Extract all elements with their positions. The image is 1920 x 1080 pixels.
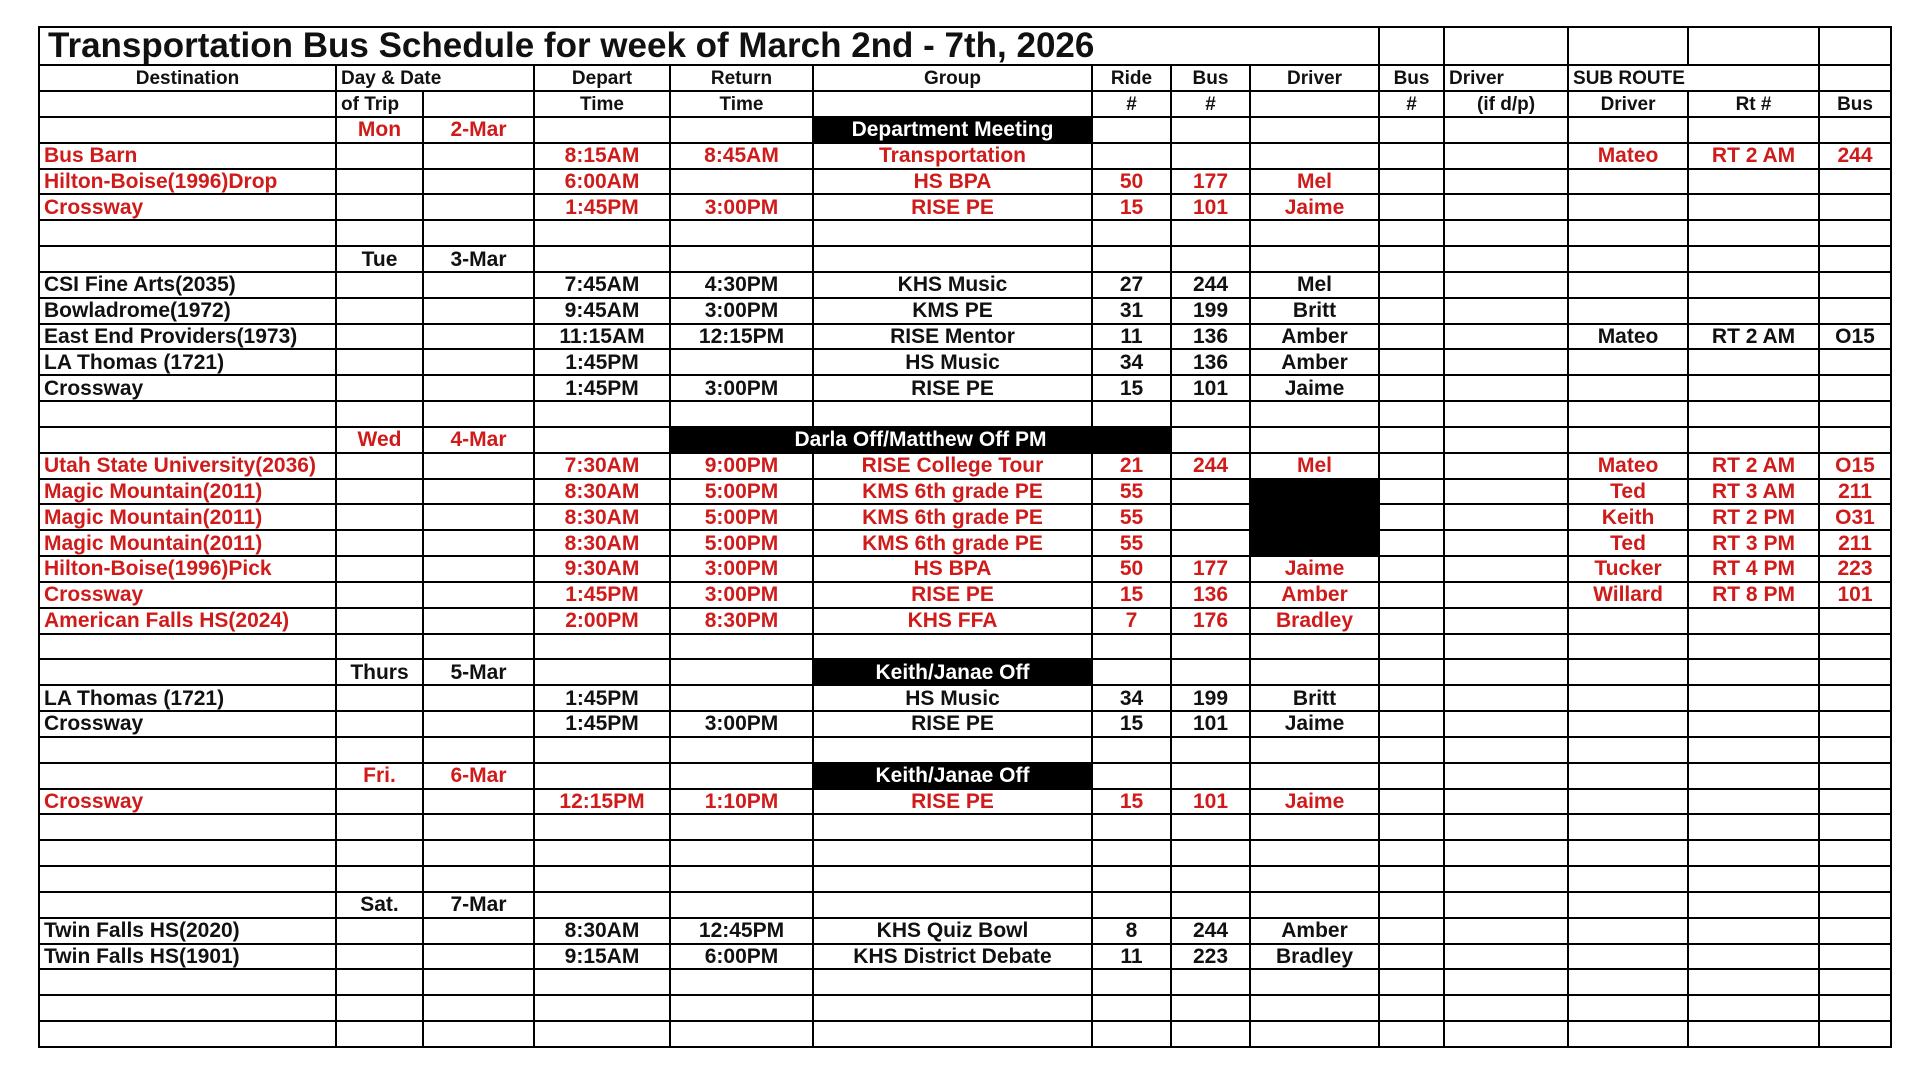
sub-route-driver [1568, 375, 1688, 401]
trip-bus-number: 177 [1171, 169, 1250, 195]
trip-ride-count: 55 [1092, 504, 1171, 530]
trip-ride-count: 50 [1092, 169, 1171, 195]
day-banner: Department Meeting [813, 117, 1092, 143]
trip-group: HS BPA [813, 556, 1092, 582]
trip-destination: LA Thomas (1721) [39, 685, 336, 711]
trip-bus-number: 101 [1171, 711, 1250, 737]
trip-ride-count: 55 [1092, 479, 1171, 505]
trip-return-time [670, 169, 813, 195]
sub-route-driver [1568, 789, 1688, 815]
sub-route-bus [1819, 272, 1891, 298]
trip-depart-time: 11:15AM [534, 324, 670, 350]
header-day-date: Day & Date [336, 65, 534, 91]
trip-row [39, 143, 1891, 169]
trip-group: RISE PE [813, 582, 1092, 608]
header-return: Return [670, 65, 813, 91]
trip-depart-time: 8:30AM [534, 504, 670, 530]
trip-group: KMS 6th grade PE [813, 479, 1092, 505]
trip-destination: Crossway [39, 789, 336, 815]
sub-route-bus [1819, 169, 1891, 195]
sub-route-bus: O31 [1819, 504, 1891, 530]
trip-row [39, 194, 1891, 220]
trip-row [39, 944, 1891, 970]
sub-route-rt: RT 8 PM [1688, 582, 1819, 608]
trip-return-time: 8:30PM [670, 608, 813, 634]
trip-ride-count: 31 [1092, 298, 1171, 324]
sub-route-rt [1688, 349, 1819, 375]
header-driver: Driver [1250, 65, 1379, 91]
sub-route-bus: 211 [1819, 479, 1891, 505]
trip-destination: Magic Mountain(2011) [39, 530, 336, 556]
day-label: Fri. [336, 763, 423, 789]
trip-driver: Bradley [1250, 608, 1379, 634]
trip-destination: Magic Mountain(2011) [39, 479, 336, 505]
spacer-row [39, 995, 1891, 1021]
trip-return-time: 5:00PM [670, 530, 813, 556]
trip-row [39, 298, 1891, 324]
trip-group: RISE PE [813, 711, 1092, 737]
trip-group: RISE Mentor [813, 324, 1092, 350]
trip-bus-number: 244 [1171, 272, 1250, 298]
day-label: Tue [336, 246, 423, 272]
trip-return-time: 12:45PM [670, 918, 813, 944]
trip-return-time: 3:00PM [670, 375, 813, 401]
trip-return-time [670, 349, 813, 375]
trip-depart-time: 9:45AM [534, 298, 670, 324]
trip-bus-number [1171, 530, 1250, 556]
sub-route-rt: RT 2 AM [1688, 143, 1819, 169]
header-of-trip: of Trip [336, 91, 423, 117]
trip-bus-number: 223 [1171, 944, 1250, 970]
day-label: Thurs [336, 659, 423, 685]
date-label: 5-Mar [423, 659, 534, 685]
trip-destination: Crossway [39, 582, 336, 608]
trip-ride-count: 15 [1092, 582, 1171, 608]
sub-route-bus: 244 [1819, 143, 1891, 169]
trip-group: KMS PE [813, 298, 1092, 324]
sub-route-rt [1688, 789, 1819, 815]
sub-route-driver [1568, 711, 1688, 737]
sub-route-driver [1568, 349, 1688, 375]
header-sub-bus: Bus [1819, 91, 1891, 117]
trip-bus-number: 244 [1171, 918, 1250, 944]
spacer-row [39, 866, 1891, 892]
trip-depart-time: 9:15AM [534, 944, 670, 970]
trip-driver: Amber [1250, 582, 1379, 608]
spacer-row [39, 220, 1891, 246]
trip-row [39, 711, 1891, 737]
trip-driver: Amber [1250, 918, 1379, 944]
trip-depart-time: 1:45PM [534, 375, 670, 401]
bus-schedule-table [38, 26, 1892, 1048]
sub-route-driver: Tucker [1568, 556, 1688, 582]
day-header-row [39, 246, 1891, 272]
trip-depart-time: 6:00AM [534, 169, 670, 195]
trip-driver: Mel [1250, 272, 1379, 298]
trip-bus-number: 101 [1171, 375, 1250, 401]
trip-destination: Crossway [39, 711, 336, 737]
header-dp-bus: Bus [1379, 65, 1444, 91]
trip-group: KMS 6th grade PE [813, 530, 1092, 556]
trip-ride-count: 15 [1092, 194, 1171, 220]
date-label: 6-Mar [423, 763, 534, 789]
day-banner: Darla Off/Matthew Off PM [670, 427, 1171, 453]
trip-return-time [670, 685, 813, 711]
trip-destination: Hilton-Boise(1996)Drop [39, 169, 336, 195]
trip-ride-count: 15 [1092, 375, 1171, 401]
sub-route-bus: O15 [1819, 324, 1891, 350]
trip-group: KHS Quiz Bowl [813, 918, 1092, 944]
trip-driver: Jaime [1250, 375, 1379, 401]
spacer-row [39, 634, 1891, 660]
day-banner: Keith/Janae Off [813, 659, 1092, 685]
trip-return-time: 9:00PM [670, 453, 813, 479]
trip-group: RISE PE [813, 789, 1092, 815]
trip-bus-number: 101 [1171, 789, 1250, 815]
sub-route-driver: Mateo [1568, 143, 1688, 169]
trip-destination: Crossway [39, 194, 336, 220]
trip-bus-number [1171, 143, 1250, 169]
trip-driver [1250, 143, 1379, 169]
sub-route-bus: 211 [1819, 530, 1891, 556]
trip-depart-time: 7:30AM [534, 453, 670, 479]
day-header-row [39, 892, 1891, 918]
trip-row [39, 685, 1891, 711]
trip-driver: Britt [1250, 298, 1379, 324]
trip-depart-time: 1:45PM [534, 711, 670, 737]
schedule-title: Transportation Bus Schedule for week of March 2nd - 7th, 2026 [39, 27, 1379, 65]
trip-bus-number [1171, 479, 1250, 505]
trip-destination: American Falls HS(2024) [39, 608, 336, 634]
trip-driver: Jaime [1250, 556, 1379, 582]
sub-route-rt [1688, 169, 1819, 195]
trip-destination: Twin Falls HS(2020) [39, 918, 336, 944]
sub-route-bus [1819, 608, 1891, 634]
sub-route-driver: Mateo [1568, 453, 1688, 479]
trip-return-time: 3:00PM [670, 711, 813, 737]
trip-group: KMS 6th grade PE [813, 504, 1092, 530]
sub-route-rt [1688, 194, 1819, 220]
trip-destination: CSI Fine Arts(2035) [39, 272, 336, 298]
trip-driver [1250, 479, 1379, 505]
sub-route-bus [1819, 375, 1891, 401]
trip-return-time: 3:00PM [670, 194, 813, 220]
trip-bus-number: 176 [1171, 608, 1250, 634]
trip-bus-number: 199 [1171, 685, 1250, 711]
sub-route-rt [1688, 711, 1819, 737]
trip-depart-time: 12:15PM [534, 789, 670, 815]
trip-group: KHS FFA [813, 608, 1092, 634]
trip-driver: Mel [1250, 169, 1379, 195]
trip-return-time: 8:45AM [670, 143, 813, 169]
trip-bus-number [1171, 504, 1250, 530]
sub-route-rt: RT 2 PM [1688, 504, 1819, 530]
spacer-row [39, 814, 1891, 840]
trip-driver [1250, 530, 1379, 556]
trip-row [39, 918, 1891, 944]
header-row-2 [39, 91, 1891, 117]
header-row-1 [39, 65, 1891, 91]
sub-route-driver [1568, 944, 1688, 970]
header-sub-rt: Rt # [1688, 91, 1819, 117]
sub-route-rt [1688, 944, 1819, 970]
date-label: 3-Mar [423, 246, 534, 272]
trip-ride-count: 11 [1092, 324, 1171, 350]
trip-depart-time: 8:30AM [534, 530, 670, 556]
trip-destination: Bowladrome(1972) [39, 298, 336, 324]
sub-route-rt [1688, 918, 1819, 944]
sub-route-bus [1819, 194, 1891, 220]
trip-return-time: 4:30PM [670, 272, 813, 298]
day-header-row [39, 117, 1891, 143]
sub-route-bus [1819, 944, 1891, 970]
trip-driver: Jaime [1250, 711, 1379, 737]
trip-group: KHS Music [813, 272, 1092, 298]
day-header-row [39, 427, 1891, 453]
trip-return-time: 3:00PM [670, 298, 813, 324]
header-destination: Destination [39, 65, 336, 91]
sub-route-driver: Keith [1568, 504, 1688, 530]
title-row [39, 27, 1891, 65]
sub-route-rt: RT 3 AM [1688, 479, 1819, 505]
trip-destination: Bus Barn [39, 143, 336, 169]
sub-route-rt: RT 2 AM [1688, 453, 1819, 479]
trip-ride-count: 34 [1092, 685, 1171, 711]
header-dp-bus-number: # [1379, 91, 1444, 117]
day-header-row [39, 763, 1891, 789]
trip-driver: Jaime [1250, 194, 1379, 220]
spacer-row [39, 1021, 1891, 1047]
trip-bus-number: 244 [1171, 453, 1250, 479]
sub-route-bus [1819, 685, 1891, 711]
sub-route-bus: 223 [1819, 556, 1891, 582]
trip-depart-time: 9:30AM [534, 556, 670, 582]
trip-depart-time: 1:45PM [534, 194, 670, 220]
sub-route-driver [1568, 272, 1688, 298]
header-bus: Bus [1171, 65, 1250, 91]
trip-return-time: 1:10PM [670, 789, 813, 815]
header-ride-number: # [1092, 91, 1171, 117]
spacer-row [39, 969, 1891, 995]
trip-destination: Twin Falls HS(1901) [39, 944, 336, 970]
trip-destination: Crossway [39, 375, 336, 401]
trip-row [39, 582, 1891, 608]
trip-ride-count: 7 [1092, 608, 1171, 634]
sub-route-bus: O15 [1819, 453, 1891, 479]
header-ride: Ride [1092, 65, 1171, 91]
sub-route-rt: RT 3 PM [1688, 530, 1819, 556]
trip-driver: Mel [1250, 453, 1379, 479]
trip-group: RISE PE [813, 375, 1092, 401]
trip-row [39, 530, 1891, 556]
trip-ride-count: 15 [1092, 789, 1171, 815]
date-label: 2-Mar [423, 117, 534, 143]
trip-driver: Amber [1250, 349, 1379, 375]
trip-depart-time: 1:45PM [534, 685, 670, 711]
header-if-dp: (if d/p) [1444, 91, 1568, 117]
trip-row [39, 556, 1891, 582]
trip-return-time: 3:00PM [670, 582, 813, 608]
day-label: Sat. [336, 892, 423, 918]
sub-route-rt [1688, 375, 1819, 401]
sub-route-driver [1568, 169, 1688, 195]
trip-group: RISE PE [813, 194, 1092, 220]
day-label: Wed [336, 427, 423, 453]
sub-route-rt [1688, 608, 1819, 634]
trip-row [39, 169, 1891, 195]
sub-route-bus [1819, 789, 1891, 815]
header-bus-number: # [1171, 91, 1250, 117]
trip-row [39, 349, 1891, 375]
day-header-row [39, 659, 1891, 685]
trip-ride-count: 11 [1092, 944, 1171, 970]
spacer-row [39, 840, 1891, 866]
trip-ride-count: 8 [1092, 918, 1171, 944]
trip-bus-number: 101 [1171, 194, 1250, 220]
trip-group: HS Music [813, 685, 1092, 711]
sub-route-bus: 101 [1819, 582, 1891, 608]
trip-depart-time: 8:15AM [534, 143, 670, 169]
trip-ride-count: 15 [1092, 711, 1171, 737]
spacer-row [39, 737, 1891, 763]
sub-route-rt [1688, 298, 1819, 324]
header-group: Group [813, 65, 1092, 91]
trip-destination: Magic Mountain(2011) [39, 504, 336, 530]
trip-return-time: 12:15PM [670, 324, 813, 350]
trip-return-time: 5:00PM [670, 479, 813, 505]
trip-destination: Utah State University(2036) [39, 453, 336, 479]
header-depart-time: Time [534, 91, 670, 117]
trip-row [39, 272, 1891, 298]
sub-route-driver [1568, 608, 1688, 634]
trip-destination: Hilton-Boise(1996)Pick [39, 556, 336, 582]
header-dp-driver: Driver [1444, 65, 1568, 91]
trip-driver: Jaime [1250, 789, 1379, 815]
sub-route-bus [1819, 349, 1891, 375]
sub-route-rt [1688, 685, 1819, 711]
trip-ride-count [1092, 143, 1171, 169]
trip-return-time: 6:00PM [670, 944, 813, 970]
sub-route-rt [1688, 272, 1819, 298]
sub-route-driver: Willard [1568, 582, 1688, 608]
sub-route-driver [1568, 685, 1688, 711]
trip-group: RISE College Tour [813, 453, 1092, 479]
trip-driver [1250, 504, 1379, 530]
sub-route-driver: Ted [1568, 479, 1688, 505]
trip-group: KHS District Debate [813, 944, 1092, 970]
sub-route-driver: Mateo [1568, 324, 1688, 350]
header-depart: Depart [534, 65, 670, 91]
trip-ride-count: 55 [1092, 530, 1171, 556]
sub-route-bus [1819, 298, 1891, 324]
trip-depart-time: 1:45PM [534, 582, 670, 608]
sub-route-rt: RT 2 AM [1688, 324, 1819, 350]
trip-driver: Amber [1250, 324, 1379, 350]
trip-group: HS BPA [813, 169, 1092, 195]
spacer-row [39, 401, 1891, 427]
trip-depart-time: 7:45AM [534, 272, 670, 298]
trip-bus-number: 136 [1171, 349, 1250, 375]
header-sub-driver: Driver [1568, 91, 1688, 117]
sub-route-bus [1819, 918, 1891, 944]
trip-ride-count: 27 [1092, 272, 1171, 298]
trip-destination: East End Providers(1973) [39, 324, 336, 350]
trip-row [39, 453, 1891, 479]
day-label: Mon [336, 117, 423, 143]
trip-bus-number: 136 [1171, 324, 1250, 350]
day-banner: Keith/Janae Off [813, 763, 1092, 789]
trip-row [39, 324, 1891, 350]
sub-route-driver: Ted [1568, 530, 1688, 556]
trip-row [39, 789, 1891, 815]
trip-driver: Bradley [1250, 944, 1379, 970]
trip-bus-number: 199 [1171, 298, 1250, 324]
trip-destination: LA Thomas (1721) [39, 349, 336, 375]
sub-route-driver [1568, 918, 1688, 944]
trip-return-time: 5:00PM [670, 504, 813, 530]
trip-ride-count: 21 [1092, 453, 1171, 479]
trip-depart-time: 2:00PM [534, 608, 670, 634]
trip-ride-count: 50 [1092, 556, 1171, 582]
trip-return-time: 3:00PM [670, 556, 813, 582]
trip-bus-number: 177 [1171, 556, 1250, 582]
sub-route-bus [1819, 711, 1891, 737]
trip-depart-time: 8:30AM [534, 479, 670, 505]
trip-group: Transportation [813, 143, 1092, 169]
sub-route-rt: RT 4 PM [1688, 556, 1819, 582]
header-sub-route: SUB ROUTE [1568, 65, 1819, 91]
trip-row [39, 375, 1891, 401]
trip-bus-number: 136 [1171, 582, 1250, 608]
sub-route-driver [1568, 298, 1688, 324]
trip-depart-time: 8:30AM [534, 918, 670, 944]
date-label: 7-Mar [423, 892, 534, 918]
trip-row [39, 608, 1891, 634]
date-label: 4-Mar [423, 427, 534, 453]
trip-depart-time: 1:45PM [534, 349, 670, 375]
trip-ride-count: 34 [1092, 349, 1171, 375]
trip-row [39, 479, 1891, 505]
trip-driver: Britt [1250, 685, 1379, 711]
sub-route-driver [1568, 194, 1688, 220]
trip-row [39, 504, 1891, 530]
header-return-time: Time [670, 91, 813, 117]
trip-group: HS Music [813, 349, 1092, 375]
